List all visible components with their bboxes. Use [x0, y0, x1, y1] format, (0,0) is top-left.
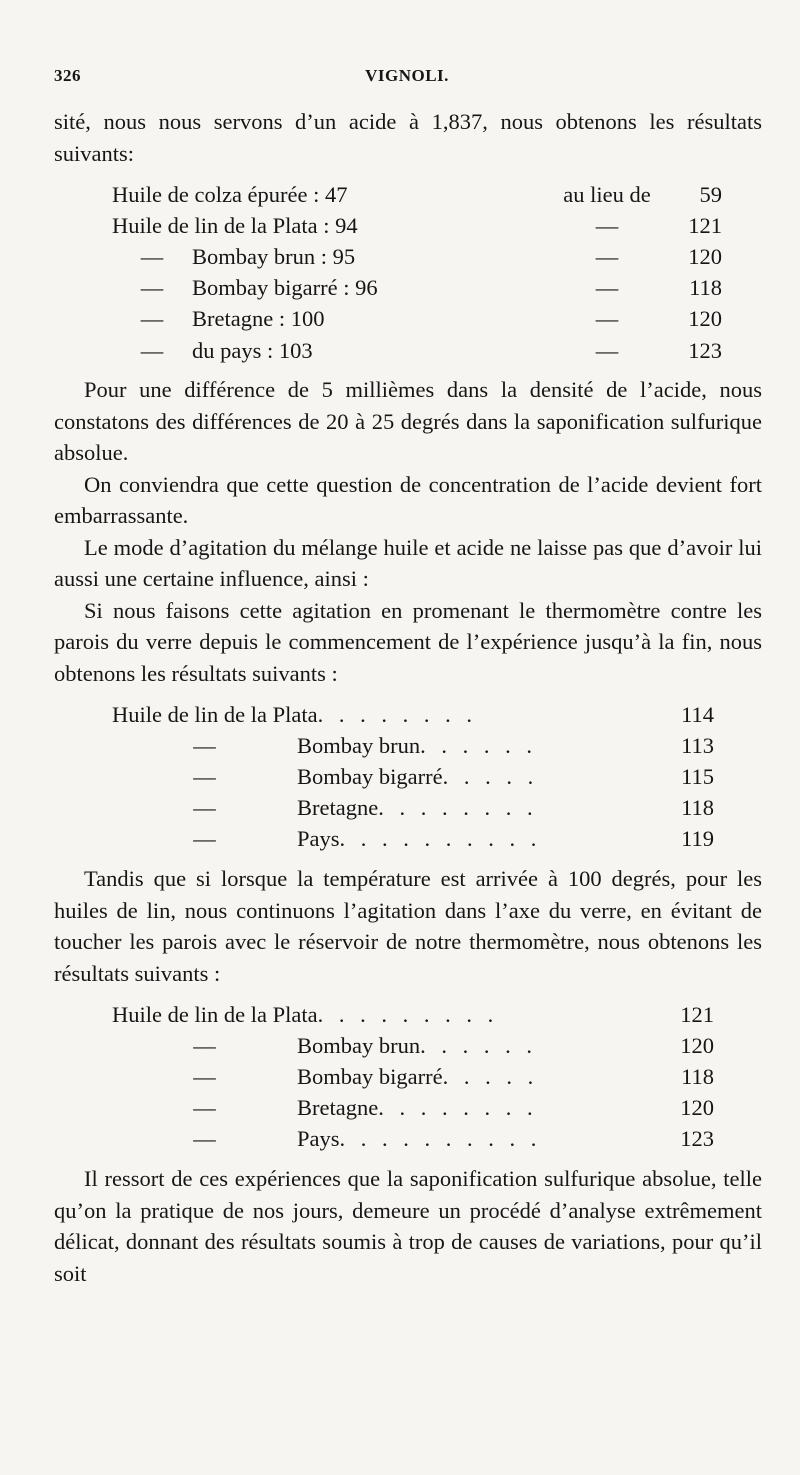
oil-name-cell	[112, 999, 649, 1030]
ditto-dash: —	[595, 212, 619, 238]
table-row	[112, 1061, 714, 1092]
oil-name: Huile de lin de la Plata	[112, 701, 318, 727]
paragraph-density: Pour une différence de 5 millièmes dans la densité de l’acide, nous constatons des différences de 20 à 25 degrés dans la saponification sulfurique absolue.	[54, 377, 762, 466]
oil-name-cell	[112, 699, 649, 730]
paragraph-agitation: Le mode d’agitation du mélange huile et acide ne laisse pas que d’avoir lui aussi une certaine influence, ainsi :	[54, 534, 762, 592]
oil-name: Bombay brun : 95	[192, 243, 356, 269]
leader-dots: . . . . . . . .	[378, 795, 538, 821]
leader-dots: . . . . .	[442, 764, 539, 790]
leader-dots: . . . . . . . . . .	[339, 1126, 542, 1152]
results-table-walls	[112, 699, 714, 855]
oil-value: 113	[681, 732, 714, 758]
paragraph-thermometer-axis: Tandis que si lorsque la température est arrivée à 100 degrés, pour les huiles de lin, nous continuons l’agitation dans l’axe du verre, en évitant de toucher les parois avec le réservoir de notre thermomètre, nous obtenons les résultats suivants :	[54, 866, 762, 986]
oil-name: Huile de colza épurée : 47	[112, 181, 348, 207]
oil-name-cell	[297, 730, 649, 761]
oil-value: 59	[699, 181, 722, 207]
oil-name-cell	[297, 1124, 649, 1155]
table-row	[112, 273, 722, 304]
ditto-dash: —	[193, 795, 216, 821]
oil-value: 120	[688, 243, 722, 269]
ditto-dash: —	[595, 275, 619, 301]
oil-name: Huile de lin de la Plata	[112, 1001, 318, 1027]
oil-name-cell	[297, 762, 649, 793]
leader-dots: . . . . . . . .	[317, 701, 477, 727]
page-number: 326	[54, 66, 81, 85]
oil-name-cell	[297, 793, 649, 824]
ditto-dash: —	[140, 306, 164, 332]
oil-value: 118	[681, 795, 714, 821]
table-row	[112, 699, 714, 730]
ditto-dash: —	[193, 732, 216, 758]
table-row	[112, 730, 714, 761]
oil-name: Bretagne	[297, 1095, 379, 1121]
ditto-dash: —	[193, 764, 216, 790]
running-title: VIGNOLI.	[365, 66, 449, 85]
results-table-acid	[112, 179, 722, 366]
ditto-dash: —	[193, 826, 216, 852]
table-row	[112, 793, 714, 824]
oil-value: 121	[688, 212, 722, 238]
ditto-dash: —	[140, 275, 164, 301]
table-row	[112, 210, 722, 241]
ditto-dash: —	[193, 1032, 216, 1058]
oil-name-cell	[297, 824, 649, 855]
table-row	[112, 241, 722, 272]
oil-name: Bretagne : 100	[192, 306, 325, 332]
oil-name: Bombay bigarré	[297, 1064, 443, 1090]
ditto-dash: —	[140, 337, 164, 363]
oil-name: Pays	[297, 826, 340, 852]
oil-name: Huile de lin de la Plata : 94	[112, 212, 358, 238]
table-row	[112, 999, 714, 1030]
ditto-dash: —	[595, 243, 619, 269]
oil-value: 118	[689, 275, 722, 301]
oil-name-cell	[297, 1030, 649, 1061]
paragraph-thermometer-walls: Si nous faisons cette agitation en promenant le thermomètre contre les parois du verre depuis le commencement de l’expérience jusqu’à la fin, nous obtenons les résultats suivants :	[54, 597, 762, 686]
ditto-dash: —	[595, 306, 619, 332]
oil-value: 118	[681, 1064, 714, 1090]
oil-name: Bombay bigarré	[297, 764, 443, 790]
paragraph-intro: sité, nous nous servons d’un acide à 1,837, nous obtenons les résultats suivants:	[54, 109, 762, 166]
table-row	[112, 1030, 714, 1061]
ditto-dash: —	[193, 1095, 216, 1121]
oil-value: 120	[688, 306, 722, 332]
table-row	[112, 762, 714, 793]
oil-value: 119	[681, 826, 714, 852]
paragraph-concentration: On conviendra que cette question de concentration de l’acide devient fort embarrassante.	[54, 471, 762, 529]
table-row	[112, 335, 722, 366]
oil-name-cell	[297, 1093, 649, 1124]
table-row	[112, 824, 714, 855]
ditto-dash: —	[595, 337, 619, 363]
oil-value: 115	[681, 764, 714, 790]
oil-value: 121	[680, 1001, 714, 1027]
page-body	[54, 106, 762, 1289]
oil-name: Bombay brun	[297, 732, 421, 758]
table-row	[112, 304, 722, 335]
oil-name: Bretagne	[297, 795, 379, 821]
results-table-axis	[112, 999, 714, 1155]
oil-name: Bombay brun	[297, 1032, 421, 1058]
oil-name: du pays : 103	[192, 337, 313, 363]
table-row	[112, 1124, 714, 1155]
oil-value: 114	[681, 701, 714, 727]
oil-value: 120	[680, 1032, 714, 1058]
leader-dots: . . . . . . . . .	[317, 1001, 499, 1027]
oil-name: Bombay bigarré : 96	[192, 275, 378, 301]
paragraph-conclusion: Il ressort de ces expériences que la saponification sulfurique absolue, telle qu’on la pratique de nos jours, demeure un procédé d’analyse extrêmement délicat, donnant des résultats soumis à trop de causes de variations, pour qu’il soit	[54, 1166, 762, 1286]
oil-name-cell	[297, 1061, 649, 1092]
leader-dots: . . . . . . . . . .	[339, 826, 542, 852]
ditto-dash: —	[140, 243, 164, 269]
comparison-label: au lieu de	[563, 181, 651, 207]
leader-dots: . . . . . .	[420, 1032, 537, 1058]
oil-value: 120	[680, 1095, 714, 1121]
leader-dots: . . . . .	[442, 1064, 539, 1090]
leader-dots: . . . . . . . .	[378, 1095, 538, 1121]
ditto-dash: —	[193, 1064, 216, 1090]
oil-value: 123	[688, 337, 722, 363]
leader-dots: . . . . . .	[420, 732, 537, 758]
table-row	[112, 179, 722, 210]
oil-value: 123	[680, 1126, 714, 1152]
table-row	[112, 1093, 714, 1124]
oil-name: Pays	[297, 1126, 340, 1152]
ditto-dash: —	[193, 1126, 216, 1152]
